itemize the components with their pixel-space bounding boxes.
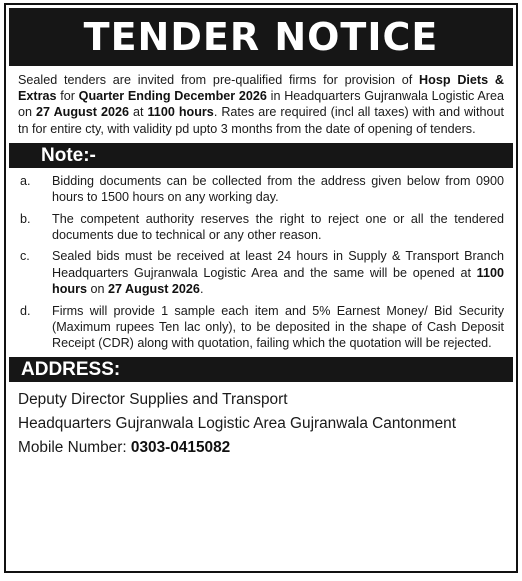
note-item-d [20,303,504,352]
note-text: The competent authority reserves the right to reject one or all the tendered documents due to technical or any other reason. [52,211,504,243]
note-text-part: on [86,282,108,297]
opening-time: 1100 hours [52,265,504,297]
note-text: Firms will provide 1 sample each item and 5% Earnest Money/ Bid Security (Maximum rupees Ten lac only), to be deposited in the shape of Cash Deposit Receipt (CDR) along with quotation, failing which the quotation will be rejected. [52,303,504,351]
tender-date: 27 August 2026 [36,105,129,120]
note-item-a [20,173,504,206]
intro-text: for [56,89,79,104]
note-letter: a. [20,173,31,188]
address-heading: ADDRESS: [9,357,513,382]
intro-text: Sealed tenders are invited from pre-qualified firms for provision of [18,73,420,87]
note-text-part: Sealed bids must be received at least 24 hours in Supply & Transport Branch Headquarters Gujranwala Logistic Area and the same will be opened at [52,249,504,280]
address-line-2: Headquarters Gujranwala Logistic Area Gujranwala Cantonment [18,414,457,432]
intro-text: at [128,105,148,120]
note-letter: d. [20,303,31,318]
note-heading: Note:- [9,143,513,168]
note-text: Bidding documents can be collected from the address given below from 0900 hours to 1500 hours on any working day. [52,173,504,205]
intro-paragraph [6,66,516,143]
tender-item: Hosp Diets & Extras [18,73,504,104]
mobile-number: 0303-0415082 [130,438,231,456]
note-item-b [20,211,504,244]
notice-title: TENDER NOTICE [9,8,513,66]
mobile-label: Mobile Number: [18,438,131,456]
tender-notice [4,3,518,573]
tender-time: 1100 hours [147,105,214,120]
note-letter: c. [20,249,30,264]
opening-date: 27 August 2026 [108,282,200,297]
tender-quarter: Quarter Ending December 2026 [78,89,267,104]
note-letter: b. [20,211,31,226]
intro-text: in Headquarters Gujranwala Logistic Area on [18,89,504,120]
notes-list [6,168,516,352]
note-item-c [20,248,504,297]
address-block [6,382,516,460]
note-text [52,248,504,297]
mobile-line [18,436,504,460]
note-text-part: . [199,282,204,297]
intro-text: . Rates are required (incl all taxes) with and without tn for entire cty, with validity pd upto 3 months from the date of opening of tenders. [18,105,504,136]
address-line-1: Deputy Director Supplies and Transport [18,390,288,408]
